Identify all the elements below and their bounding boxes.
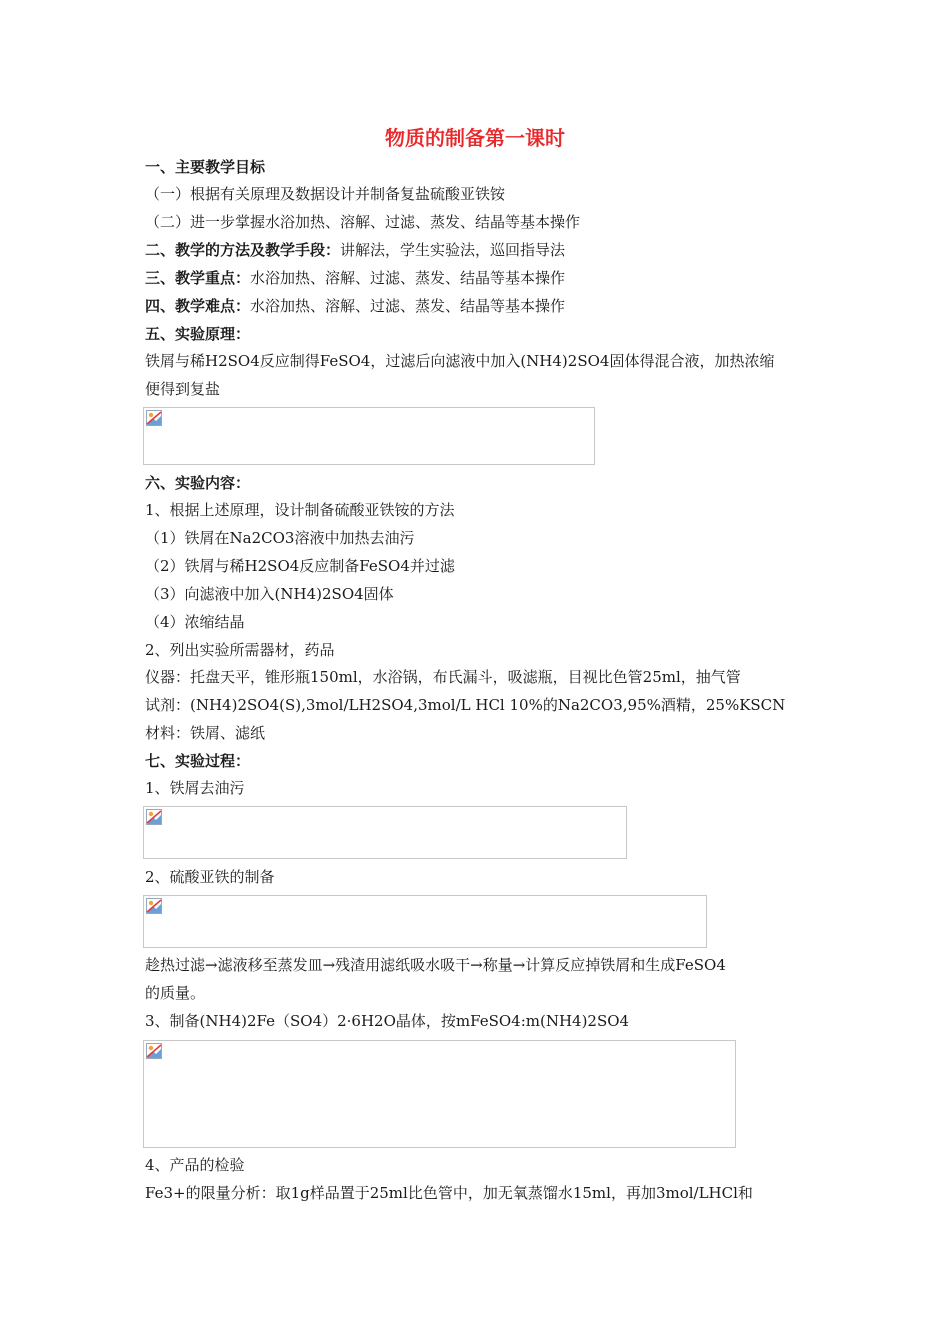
document-title: 物质的制备第一课时 — [385, 126, 565, 150]
step-1: 1、铁屑去油污 — [145, 779, 245, 797]
section-1-heading: 一、主要教学目标 — [145, 158, 266, 176]
broken-image-icon — [146, 1043, 162, 1059]
broken-image-icon — [146, 898, 162, 914]
instruments-line: 仪器：托盘天平，锥形瓶150ml，水浴锅，布氏漏斗，吸滤瓶，目视比色管25ml，抽气管 — [145, 668, 741, 686]
materials-line: 材料：铁屑、滤纸 — [145, 724, 266, 742]
reagents-line: 试剂：(NH4)2SO4(S),3mol/LH2SO4,3mol/L HCl 10%的Na2CO3,95%酒精，25%KSCN — [145, 696, 786, 714]
section-5-heading: 五、实验原理： — [145, 325, 251, 343]
section-2 — [145, 239, 815, 261]
principle-line-2: 便得到复盐 — [145, 380, 221, 398]
content-line-4: （3）向滤液中加入(NH4)2SO4固体 — [145, 585, 394, 603]
section-7-heading: 七、实验过程： — [145, 752, 251, 770]
broken-image-icon — [146, 809, 162, 825]
section-2-text: 讲解法，学生实验法，巡回指导法 — [340, 241, 566, 259]
broken-image-placeholder — [143, 1040, 736, 1148]
content-line-2: （1）铁屑在Na2CO3溶液中加热去油污 — [145, 529, 415, 547]
content-line-1: 1、根据上述原理，设计制备硫酸亚铁铵的方法 — [145, 501, 455, 519]
content-line-5: （4）浓缩结晶 — [145, 613, 245, 631]
section-3-heading: 三、教学重点： — [145, 269, 251, 287]
broken-image-placeholder — [143, 407, 595, 465]
section-3 — [145, 267, 815, 289]
broken-image-icon — [146, 410, 162, 426]
step-3: 3、制备(NH4)2Fe（SO4）2·6H2O晶体，按mFeSO4:m(NH4)2SO4 — [145, 1012, 630, 1030]
content-line-6: 2、列出实验所需器材，药品 — [145, 641, 335, 659]
section-4 — [145, 295, 815, 317]
section-2-heading: 二、教学的方法及教学手段： — [145, 241, 341, 259]
step-2: 2、硫酸亚铁的制备 — [145, 868, 275, 886]
objective-1: （一）根据有关原理及数据设计并制备复盐硫酸亚铁铵 — [145, 185, 506, 203]
section-4-heading: 四、教学难点： — [145, 297, 251, 315]
section-4-text: 水浴加热、溶解、过滤、蒸发、结晶等基本操作 — [250, 297, 566, 315]
principle-line-1: 铁屑与稀H2SO4反应制得FeSO4，过滤后向滤液中加入(NH4)2SO4固体得混合液，加热浓缩 — [145, 352, 775, 370]
section-6-heading: 六、实验内容： — [145, 474, 251, 492]
broken-image-placeholder — [143, 895, 707, 948]
objective-2: （二）进一步掌握水浴加热、溶解、过滤、蒸发、结晶等基本操作 — [145, 213, 581, 231]
content-line-3: （2）铁屑与稀H2SO4反应制备FeSO4并过滤 — [145, 557, 455, 575]
step-4-text: Fe3+的限量分析：取1g样品置于25ml比色管中，加无氧蒸馏水15ml，再加3mol/LHCl和 — [145, 1184, 753, 1202]
step-2-line-2: 的质量。 — [145, 984, 206, 1002]
broken-image-placeholder — [143, 806, 627, 859]
section-3-text: 水浴加热、溶解、过滤、蒸发、结晶等基本操作 — [250, 269, 566, 287]
step-2-line-1: 趁热过滤→滤液移至蒸发皿→残渣用滤纸吸水吸干→称量→计算反应掉铁屑和生成FeSO4 — [145, 956, 726, 974]
step-4: 4、产品的检验 — [145, 1156, 245, 1174]
